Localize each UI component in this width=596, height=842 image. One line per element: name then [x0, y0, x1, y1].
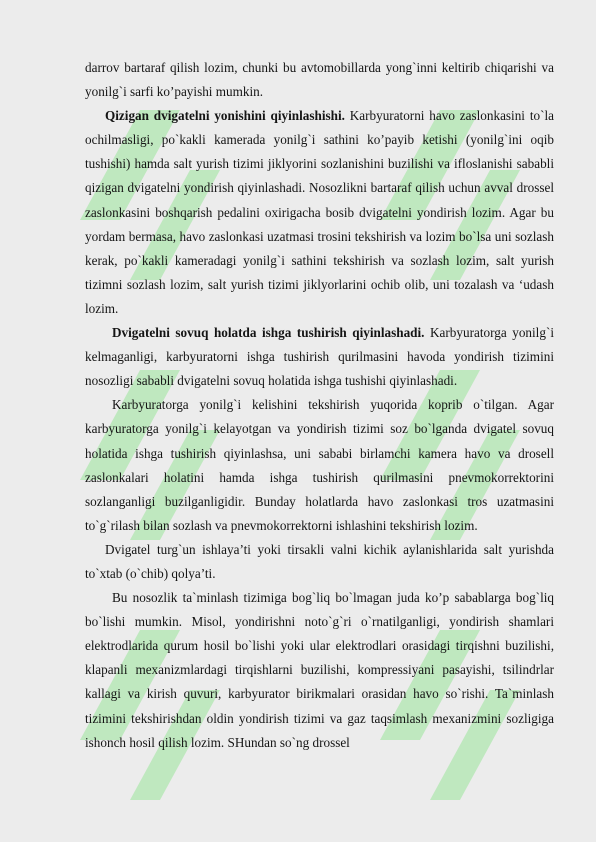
document-body [85, 56, 554, 755]
section-heading: Dvigatelni sovuq holatda ishga tushirish qiyinlashadi. [112, 325, 425, 341]
paragraph [85, 104, 554, 321]
paragraph-text: darrov bartaraf qilish lozim, chunki bu avtomobillarda yong`inni keltirib chiqarishi va yonilg`i sarfi ko’payishi mumkin. [85, 60, 554, 100]
paragraph-text: Karbyuratorga yonilg`i kelmaganligi, karbyuratorni ishga tushirish qurilmasini havoda yondirish tizimini nosozligi sababli dvigatelni sovuq holatida ishga tushishi qiyinlashadi. [85, 325, 554, 389]
paragraph [85, 586, 554, 755]
paragraph [85, 393, 554, 538]
paragraph-text: Bu nosozlik ta`minlash tizimiga bog`liq bo`lmagan juda ko’p sabablarga bog`liq bo`lishi mumkin. Misol, yondirishni noto`g`ri o`rnatilganligi, yondirish shamlari elektrodlarida qurum hosil bo`lishi yoki ular elektrodlari orasidagi tirqishni buzilishi, klapanli mexanizmlardagi tirqishlarni buzilishi, kompressiyani pasayishi, tsilindrlar kallagi va kirish quvuri, karbyurator birikmalari orasidan havo so`rishi. Ta`minlash tizimini tekshirishdan oldin yondirish tizimi va gaz taqsimlash mexanizmini sozligiga ishonch hosil qilish lozim. SHundan so`ng drossel [85, 590, 554, 750]
paragraph-text: Karbyuratorga yonilg`i kelishini tekshirish yuqorida koprib o`tilgan. Agar karbyuratorga yonilg`i kelayotgan va yondirish tizimi soz bo`lganda dvigatel sovuq holatida ishga tushirish qiyinlashsa, uni sababi birlamchi kamera havo va drosell zaslonkalari holatini hamda ishga tushirish qurilmasini pnevmokorrektorini sozlanganligi buzilganligidir. Bunday holatlarda havo zaslonkasi tros uzatmasini to`g`rilash bilan sozlash va pnevmokorrektorni ishlashini tekshirish lozim. [85, 397, 554, 533]
paragraph [85, 321, 554, 393]
paragraph [85, 56, 554, 104]
paragraph [85, 538, 554, 586]
paragraph-text: Karbyuratorni havo zaslonkasini to`la ochilmasligi, po`kakli kamerada yonilg`i sathini ko’payib ketishi (yonilg`ini oqib tushishi) hamda salt yurish tizimi jiklyorini sozlanishini buzilishi va ifloslanishi sababli qizigan dvigatelni yondirish qiyinlashadi. Nosozlikni bartaraf qilish uchun avval drossel zaslonkasini boshqarish pedalini oxirigacha bosib dvigatelni yondirish lozim. Agar bu yordam bermasa, havo zaslonkasi uzatmasi trosini tekshirish va lozim bo`lsa uni sozlash kerak, po`kakli kameradagi yonilg`i sathini tekshirish va sozlash lozim, salt yurish tizimni sozlash lozim, salt yurish tizimi jiklyorlarini ochib olib, uni tozalash va ‘udash lozim. [85, 108, 554, 316]
section-heading: Qizigan dvigatelni yonishini qiyinlashishi. [105, 108, 345, 124]
paragraph-text: Dvigatel turg`un ishlaya’ti yoki tirsakli valni kichik aylanishlarida salt yurishda to`xtab (o`chib) qolya’ti. [85, 541, 554, 581]
